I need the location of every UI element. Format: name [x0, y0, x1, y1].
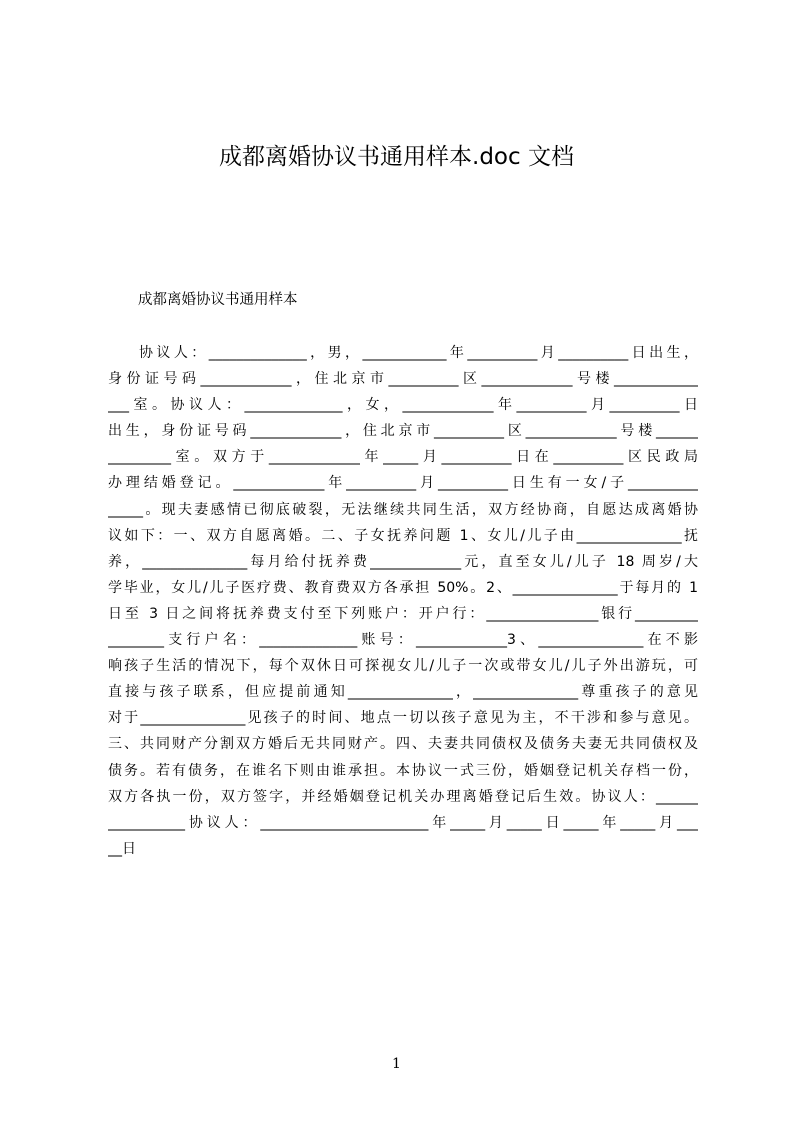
body-line: 身份证号码_____________，住北京市__________区_____________号楼____________ [108, 371, 698, 388]
body-line: 对于_______________见孩子的时间、地点一切以孩子意见为主，不干涉和参与意见。 [108, 710, 698, 727]
body-line: 日至 3 日之间将抚养费支付至下列账户：开户行：________________银行_________ [108, 605, 698, 622]
body-line: 学毕业，女儿/儿子医疗费、教育费双方各承担 50%。2、_______________于每月的 1 [108, 579, 698, 596]
body-line: 三、共同财产分割双方婚后无共同财产。四、夫妻共同债权及债务夫妻无共同债权及 [108, 736, 698, 753]
body-line: 协议人：______________，男，____________年__________月__________日出生， [139, 345, 698, 361]
body-line: ___室。协议人：______________，女，_____________年__________月__________日 [108, 397, 698, 414]
body-line: _____。现夫妻感情已彻底破裂，无法继续共同生活，双方经协商，自愿达成离婚协 [108, 501, 698, 518]
document-title: 成都离婚协议书通用样本.doc 文档 [219, 144, 574, 170]
body-line: 办理结婚登记。_____________年__________月__________日生有一女/子__________ [108, 475, 698, 492]
body-line: 议如下：一、双方自愿离婚。二、子女抚养问题 1、女儿/儿子由_______________抚 [108, 527, 698, 544]
document-subtitle: 成都离婚协议书通用样本 [138, 292, 298, 308]
body-line: 养，_______________每月给付抚养费_____________元，直至女儿/儿子 18 周岁/大 [108, 553, 698, 570]
body-line: ________支行户名：______________账号：_____________3、_______________在不影 [108, 632, 698, 649]
body-line: _________室。双方于_____________年_____月__________日在__________区民政局 [108, 449, 698, 466]
agreement-body [108, 340, 698, 862]
body-line: 出生，身份证号码_____________，住北京市__________区_____________号楼______ [108, 423, 698, 440]
body-line: 直接与孩子联系，但应提前通知_______________，_______________尊重孩子的意见 [108, 684, 698, 701]
body-line: 双方各执一份，双方签字，并经婚姻登记机关办理离婚登记后生效。协议人：______ [108, 788, 698, 805]
page-number: 1 [392, 1056, 401, 1072]
body-line: 债务。若有债务，在谁名下则由谁承担。本协议一式三份，婚姻登记机关存档一份， [108, 762, 698, 779]
body-line: ___________协议人：________________________年_____月_____日_____年_____月___ [108, 814, 698, 831]
body-line: 响孩子生活的情况下，每个双休日可探视女儿/儿子一次或带女儿/儿子外出游玩，可 [108, 658, 698, 675]
body-line: __日 [108, 840, 136, 857]
